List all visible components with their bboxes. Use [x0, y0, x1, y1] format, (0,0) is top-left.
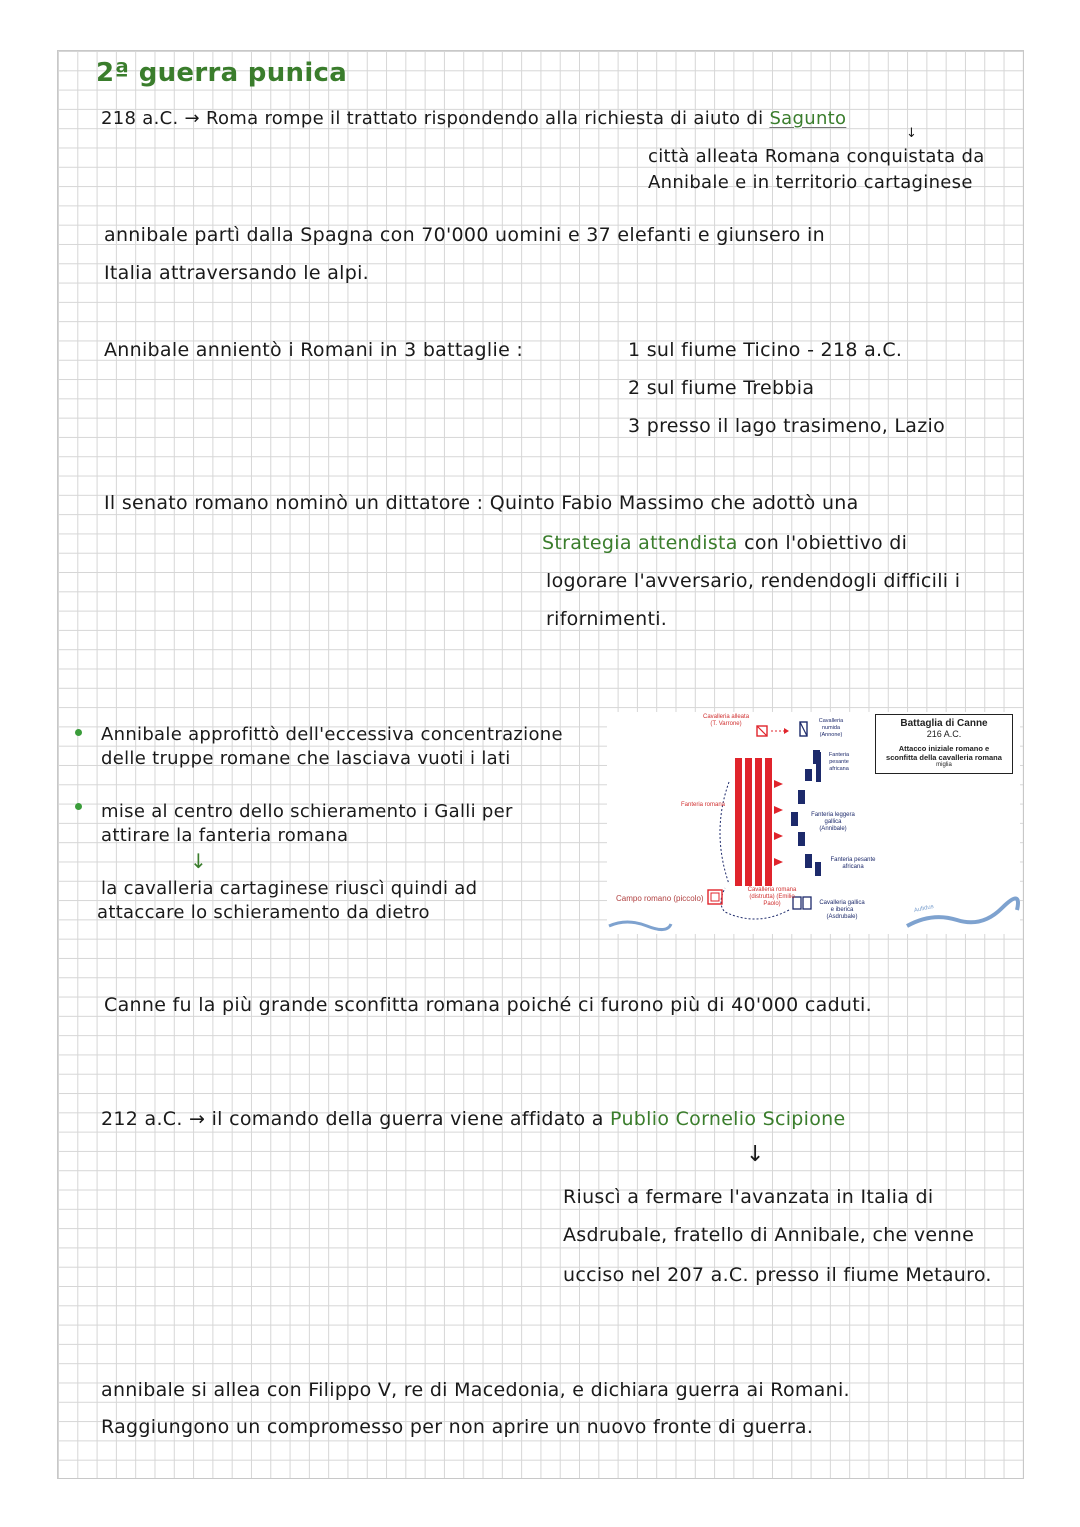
down-arrow-icon: ↓: [906, 126, 918, 141]
label-hasdrubal: (Asdrubale): [826, 914, 858, 920]
label-numidian-text: Cavalleria numida: [818, 718, 844, 731]
departure-line-2: Italia attraversando le alpi.: [104, 262, 369, 284]
label-roman-cavalry-text: Cavalleria romana: [747, 887, 797, 893]
battle-item-3: 3 presso il lago trasimeno, Lazio: [628, 415, 946, 437]
philip-line-2: Raggiungono un compromesso per non aprire un nuovo fronte di guerra.: [101, 1416, 814, 1438]
battle-item-2: 2 sul fiume Trebbia: [628, 377, 815, 399]
dictator-line-2: [542, 532, 907, 554]
result-line-2: attaccare lo schieramento da dietro: [97, 902, 430, 923]
scipio-text: 212 a.C. → il comando della guerra viene affidato a: [101, 1108, 604, 1130]
diagram-date: 216 A.C.: [926, 729, 962, 739]
treaty-city: Sagunto: [769, 108, 847, 129]
scipio-result-2: Asdrubale, fratello di Annibale, che venne: [563, 1224, 975, 1246]
scipio-name: Publio Cornelio Scipione: [610, 1108, 846, 1130]
bullet-icon: [75, 729, 82, 736]
label-roman-cavalry: [745, 887, 799, 908]
label-paullus: (distrutta) (Emilio Paolo): [749, 894, 795, 907]
label-numidian-cavalry: [812, 718, 850, 739]
bullet-icon: [75, 803, 82, 810]
note-1-line-1: Annibale approfittò dell'eccessiva concentrazione: [101, 724, 563, 745]
cannae-battle-diagram: [607, 712, 1020, 934]
roman-advance-arrows: [774, 780, 783, 866]
down-arrow-icon: ↓: [746, 1142, 765, 1167]
dictator-line-1: Il senato romano nominò un dittatore : Quinto Fabio Massimo che adottò una: [104, 492, 859, 514]
label-hanno: (Annone): [819, 732, 843, 738]
result-line-1: la cavalleria cartaginese riuscì quindi ad: [101, 878, 478, 899]
label-allied-cavalry: [703, 714, 749, 728]
label-allied-cavalry-text: Cavalleria alleata: [703, 714, 750, 720]
label-light-infantry: [805, 812, 861, 833]
label-small-camp: Campo romano (piccolo): [616, 894, 704, 903]
label-hannibal: (Annibale): [819, 826, 847, 832]
label-varro: (T. Varrone): [710, 721, 742, 727]
treaty-line: [101, 108, 846, 129]
diagram-title: Battaglia di Canne: [900, 718, 988, 729]
down-arrow-icon: ↓: [190, 849, 208, 873]
treaty-note-2: Annibale e in territorio cartaginese: [648, 172, 973, 193]
page-title: 2ª guerra punica: [96, 58, 348, 88]
scipio-line: [101, 1108, 845, 1130]
battle-item-1: 1 sul fiume Ticino - 218 a.C.: [628, 339, 903, 361]
scipio-result-3: ucciso nel 207 a.C. presso il fiume Metauro.: [563, 1264, 992, 1286]
diagram-scale-label: miglia: [936, 762, 952, 768]
note-1-line-2: delle truppe romane che lasciava vuoti i lati: [101, 748, 511, 769]
label-roman-infantry: Fanteria romana: [681, 802, 726, 808]
cannae-summary: Canne fu la più grande sconfitta romana poiché ci furono più di 40'000 caduti.: [104, 994, 872, 1016]
philip-line-1: annibale si allea con Filippo V, re di Macedonia, e dichiara guerra ai Romani.: [101, 1379, 850, 1401]
label-light-inf-text: Fanteria leggera gallica: [811, 812, 855, 825]
diagram-caption-1: Attacco iniziale romano e: [898, 744, 990, 753]
scipio-result-1: Riuscì a fermare l'avanzata in Italia di: [563, 1186, 934, 1208]
diagram-caption-2: sconfitta della cavalleria romana: [886, 753, 1002, 762]
note-2-line-2: attirare la fanteria romana: [101, 825, 349, 846]
diagram-legend: [875, 714, 1013, 774]
dictator-line-3: logorare l'avversario, rendendogli difficili i: [546, 570, 961, 592]
departure-line-1: annibale partì dalla Spagna con 70'000 uomini e 37 elefanti e giunsero in: [104, 224, 825, 246]
strategy-rest: con l'obiettivo di: [744, 532, 908, 554]
label-gallic-cavalry: [817, 900, 867, 921]
treaty-text: 218 a.C. → Roma rompe il trattato rispondendo alla richiesta di aiuto di: [101, 108, 764, 129]
label-heavy-infantry-top: Fanteria pesante africana: [828, 752, 850, 772]
label-river: Aufidus: [913, 903, 935, 915]
treaty-note-1: città alleata Romana conquistata da: [648, 146, 985, 167]
dictator-line-4: rifornimenti.: [546, 608, 668, 630]
river-left: [609, 922, 671, 930]
label-heavy-infantry-bottom: Fanteria pesante africana: [830, 857, 876, 870]
note-2-line-1: mise al centro dello schieramento i Galli per: [101, 801, 513, 822]
battles-intro: Annibale annientò i Romani in 3 battaglie :: [104, 339, 524, 361]
label-gallic-text: Cavalleria gallica e iberica: [819, 900, 865, 913]
roman-infantry-block: [735, 758, 772, 886]
strategy-label: Strategia attendista: [542, 532, 738, 554]
